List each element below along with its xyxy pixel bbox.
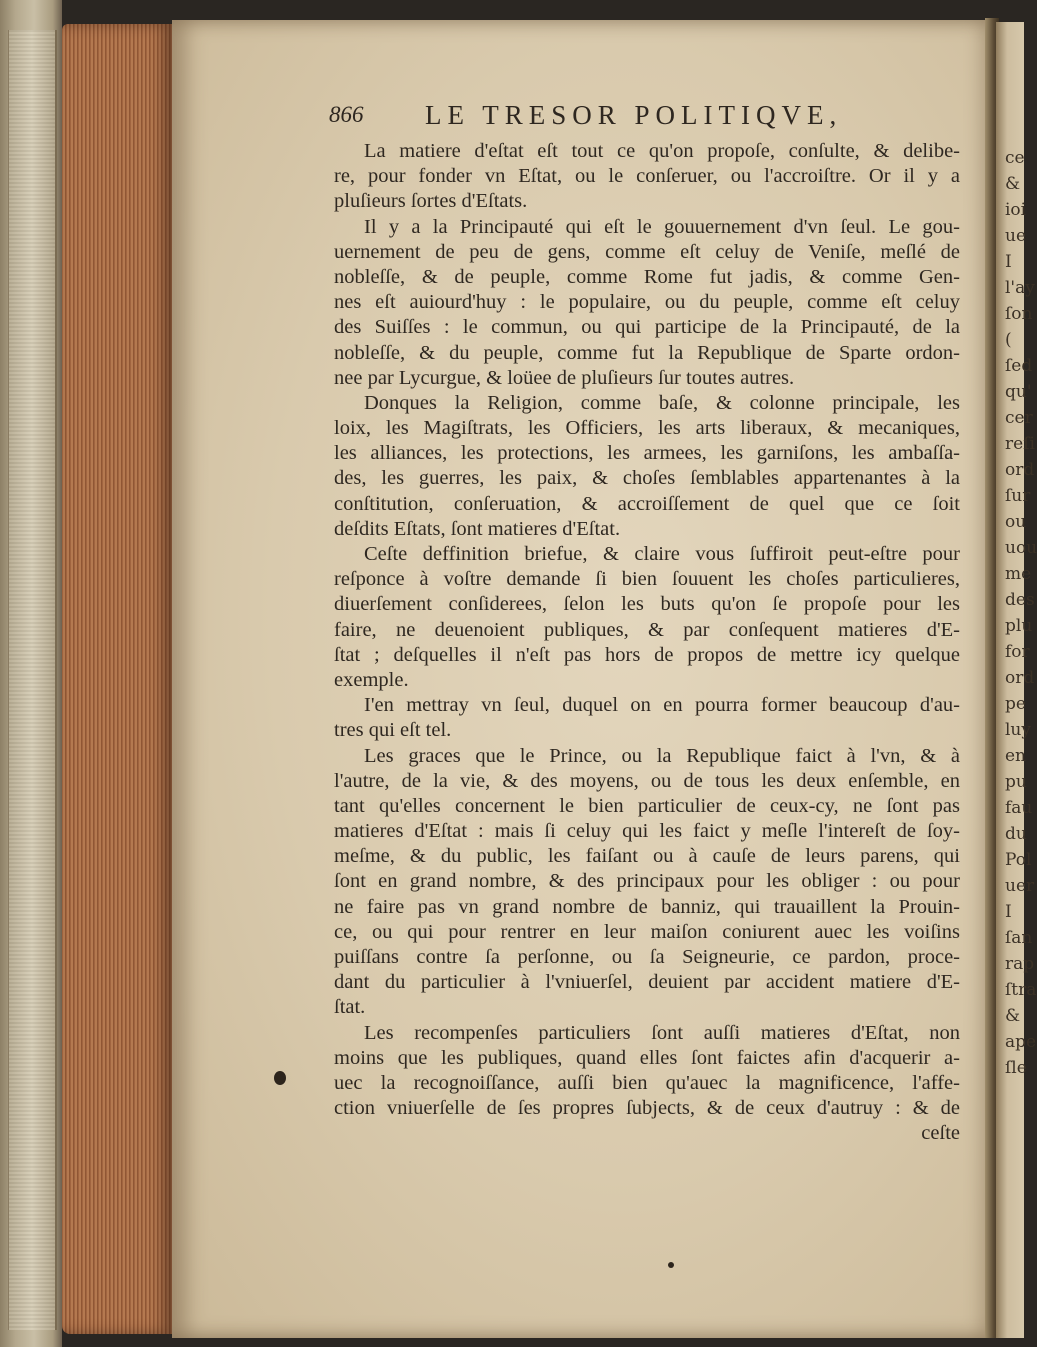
facing-page-fragment: ſed — [1005, 356, 1033, 376]
text-line: dant du particulier à l'vniuerſel, deuient par accident matiere d'E- — [334, 971, 960, 994]
facing-page-edge — [996, 22, 1037, 1338]
text-line: La matiere d'eſtat eſt tout ce qu'on propoſe, conſulte, & delibe- — [364, 140, 960, 162]
facing-page-fragment: ioi — [1005, 200, 1027, 220]
facing-page-fragment: & — [1005, 1006, 1021, 1026]
facing-page-fragment: for — [1005, 642, 1030, 662]
page-number: 866 — [329, 102, 364, 127]
text-line: exemple. — [334, 668, 409, 691]
facing-page-fragment: reſi — [1005, 434, 1035, 454]
text-line: ſont en grand nombre, & des principaux pour les obliger : ou pour — [334, 870, 960, 893]
facing-page-fragment: des — [1005, 590, 1035, 610]
facing-page-fragment: luy — [1005, 720, 1031, 740]
text-line: meſme, & du public, les faiſant ou à cauſe de leurs parens, qui — [334, 845, 960, 868]
facing-page-fragment: I — [1005, 902, 1012, 922]
facing-page-fragment: uou — [1005, 538, 1037, 558]
facing-page-fragment: ce — [1005, 148, 1025, 168]
facing-page-fragment: ſtra — [1005, 980, 1037, 1000]
text-line: ſtat ; deſquelles il n'eſt pas hors de propos de mettre icy quelque — [334, 643, 960, 666]
cover-edge — [8, 30, 57, 1330]
text-line: les alliances, les protections, les armees, les garniſons, les ambaſſa- — [334, 442, 960, 465]
facing-page-fragment: ſan — [1005, 928, 1033, 948]
text-line: l'autre, de la vie, & des moyens, ou de tous les deux enſemble, en — [334, 769, 960, 792]
text-line: deſdits Eſtats, ſont matieres d'Eſtat. — [334, 517, 621, 540]
book-cover — [0, 0, 62, 1347]
text-line: uernement de peu de gens, comme eſt celuy de Veniſe, meſlé de — [334, 240, 960, 263]
text-line: des, les guerres, les paix, & choſes ſemblables appartenantes à la — [334, 467, 960, 490]
text-line: nobleſſe, & de peuple, comme Rome fut jadis, & comme Gen- — [334, 265, 960, 288]
text-line: Donques la Religion, comme baſe, & colonne principale, les — [364, 391, 960, 414]
ink-speck — [668, 1262, 674, 1268]
text-line: matieres d'Eſtat : mais ſi celuy qui les faict y meſle l'intereſt de ſoy- — [334, 820, 960, 843]
facing-page-fragment: en — [1005, 746, 1027, 766]
facing-page-fragment: ord — [1005, 460, 1035, 480]
facing-page-fragment: ( — [1005, 330, 1012, 350]
text-line: nes eſt auiourd'huy : le populaire, ou du peuple, comme eſt celuy — [334, 291, 960, 314]
facing-page-fragment: pe — [1005, 694, 1026, 714]
facing-page-fragment: fau — [1005, 798, 1033, 818]
text-line: re, pour fonder vn Eſtat, ou le conſeruer, ou l'accroiſtre. Or il y a — [334, 165, 960, 188]
facing-page-fragment: & — [1005, 174, 1021, 194]
text-line: ce, ou qui pour rentrer en leur maiſon coniurent auec les voiſins — [334, 920, 960, 943]
facing-page-fragment: ſon — [1005, 304, 1033, 324]
text-line: Il y a la Principauté qui eſt le gouuernement d'vn ſeul. Le gou- — [364, 215, 960, 238]
text-line: des Suiſſes : le commun, ou qui participe de la Principauté, de la — [334, 316, 960, 339]
facing-page-fragment: uer — [1005, 876, 1035, 896]
text-line: loix, les Magiſtrats, les Officiers, les arts liberaux, & mecaniques, — [334, 417, 960, 440]
facing-page-fragment: rap — [1005, 954, 1035, 974]
text-line: puiſſans contre ſa perſonne, ou ſa Seigneurie, ce pardon, proce- — [334, 946, 960, 968]
facing-page-fragment: ue — [1005, 226, 1027, 246]
text-line: nee par Lycurgue, & loüee de pluſieurs ſur toutes autres. — [334, 366, 795, 389]
facing-page-fragment: ſle — [1005, 1058, 1027, 1078]
text-line: faire, ne deuenoient publiques, & par conſequent matieres d'E- — [334, 618, 960, 641]
facing-page-fragment: plu — [1005, 616, 1033, 636]
body-text — [334, 139, 960, 1147]
facing-page-fragment: l'ay — [1005, 278, 1035, 298]
text-line: ſtat. — [334, 996, 366, 1019]
facing-page-fragment: Pol — [1005, 850, 1032, 870]
text-line: moins que les publiques, quand elles ſont faictes afin d'acquerir a- — [334, 1046, 960, 1069]
text-line: tant qu'elles concernent le bien particulier de ceux-cy, ne ſont pas — [334, 794, 960, 817]
text-line: Ceſte deffinition briefue, & claire vous ſuffiroit peut-eſtre pour — [364, 543, 960, 565]
running-title: LE TRESOR POLITIQVE, — [425, 100, 843, 130]
facing-page-fragment: I — [1005, 252, 1012, 272]
text-line: reſponce à voſtre demande ſi bien ſouuent les choſes particulieres, — [334, 568, 960, 591]
text-line: nobleſſe, & du peuple, comme fut la Republique de Sparte ordon- — [334, 341, 960, 364]
facing-page-fragment: ſur — [1005, 486, 1031, 506]
text-line: Les graces que le Prince, ou la Republique faict à l'vn, & à — [364, 744, 960, 767]
text-line: pluſieurs ſortes d'Eſtats. — [334, 190, 528, 213]
text-line: conſtitution, conſeruation, & accroiſſement de quel que ce ſoit — [334, 492, 960, 515]
facing-page-fragment: qu' — [1005, 382, 1032, 402]
facing-page-fragment: ou — [1005, 512, 1027, 532]
text-line: ction vniuerſelle de ſes propres ſubjects, & de ceux d'autruy : & de — [334, 1097, 960, 1120]
facing-page-fragment: du — [1005, 824, 1027, 844]
text-line: I'en mettray vn ſeul, duquel on en pourra former beaucoup d'au- — [364, 694, 960, 717]
facing-page-fragment: pu — [1005, 772, 1027, 792]
facing-page-fragment: ape — [1005, 1032, 1037, 1052]
text-line: tres qui eſt tel. — [334, 719, 452, 742]
text-line: ne faire pas vn grand nombre de banniz, qui trauaillent la Prouin- — [334, 895, 960, 918]
text-line: diuerſement conſiderees, ſelon les buts qu'on ſe propoſe pour les — [334, 593, 960, 616]
text-line: Les recompenſes particuliers ſont auſſi matieres d'Eſtat, non — [364, 1021, 960, 1044]
facing-page-fragment: ord — [1005, 668, 1035, 688]
facing-page-fragment: me — [1005, 564, 1032, 584]
ink-blot — [274, 1071, 286, 1085]
facing-page-fragment: cer — [1005, 408, 1033, 428]
text-line: uec la recognoiſſance, auſſi bien qu'auec la magnificence, l'affe- — [334, 1071, 960, 1094]
running-head — [329, 100, 889, 134]
page-edges — [62, 24, 174, 1334]
catchword: ceſte — [921, 1122, 960, 1145]
